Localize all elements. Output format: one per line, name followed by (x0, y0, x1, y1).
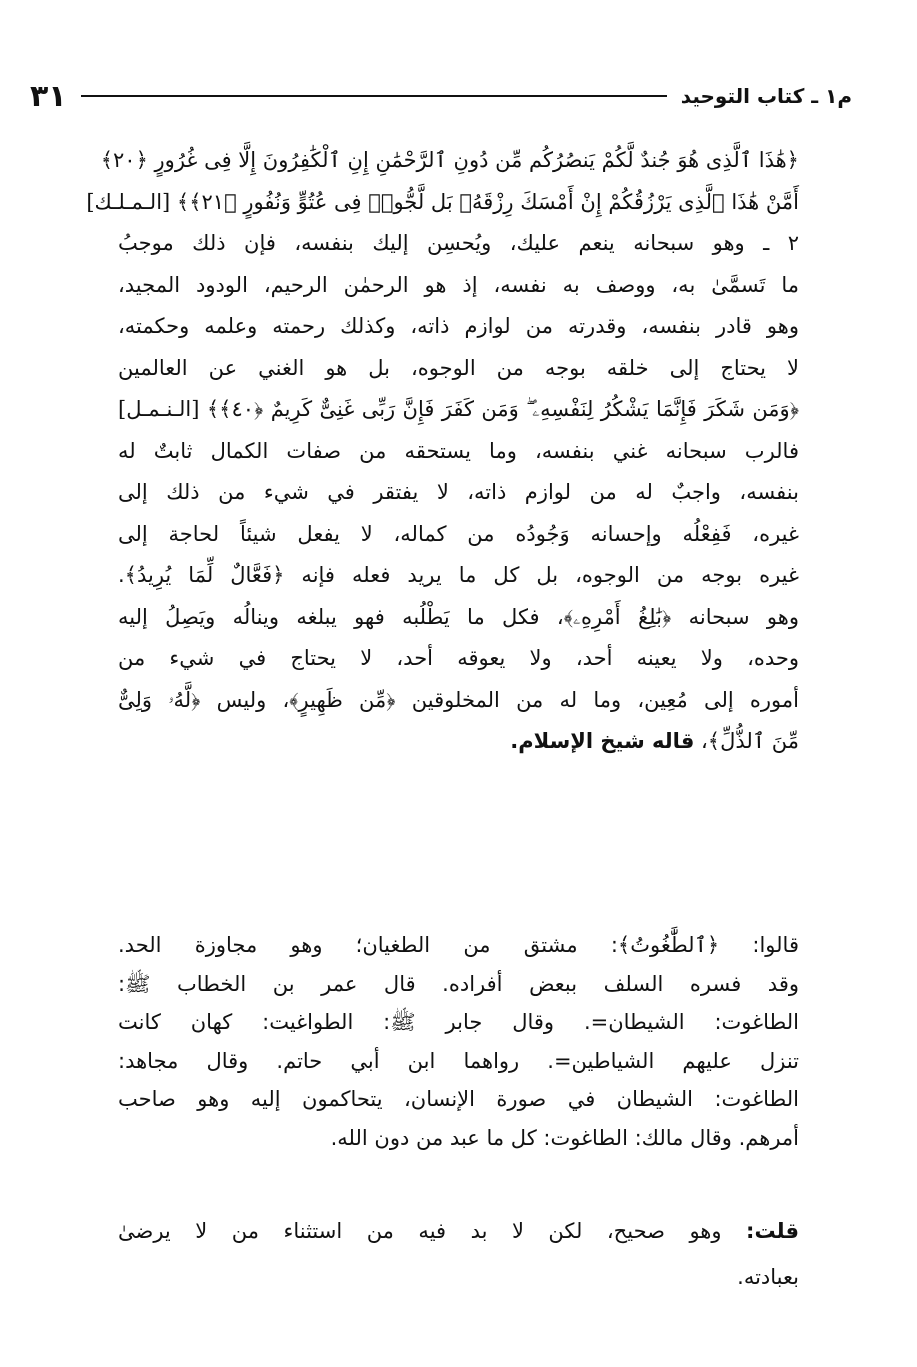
note-line (118, 1208, 799, 1254)
commentary-line: أمرهم. وقال مالك: الطاغوت: كل ما عبد من دون الله. (330, 1125, 799, 1150)
running-title: م١ ـ كتاب التوحيد (680, 84, 852, 108)
text-line: أموره إلى مُعِين، وما له من المخلوقين ﴿مِّن ظَهِيرٍ﴾، وليس ﴿لَّهُۥ وَلِىٌّ (118, 687, 799, 712)
main-text-block (86, 140, 799, 763)
quran-verse-line: ﴿هَٰذَا ٱلَّذِى هُوَ جُندٌ لَّكُمْ يَنصُرُكُم مِّن دُونِ ٱلرَّحْمَٰنِ إِنِ ٱلْكَٰفِرُونَ إِلَّا فِى غُرُورٍ ﴿٢٠﴾ (100, 148, 799, 172)
text-line-last (118, 721, 799, 763)
commentary-line: تنزل عليهم الشياطين=. رواهما ابن أبي حاتم. وقال مجاهد: (118, 1048, 799, 1073)
text-line: غيره بوجه من الوجوه، بل كل ما يريد فعله فإنه ﴿فَعَّالٌ لِّمَا يُرِيدُ﴾. (118, 563, 799, 587)
text-line: لا يحتاج إلى خلقه بوجه من الوجوه، بل هو الغني عن العالمين (118, 355, 799, 380)
text-line: بنفسه، واجبٌ له من لوازم ذاته، لا يفتقر في شيء من ذلك إلى (118, 480, 799, 504)
note-block (118, 1208, 799, 1300)
text-line: ما تَسمَّىٰ به، ووصف به نفسه، إذ هو الرحمٰن الرحيم، الودود المجيد، (118, 272, 799, 297)
quran-verse-line: أَمَّنْ هَٰذَا ٱلَّذِى يَرْزُقُكُمْ إِنْ أَمْسَكَ رِزْقَهُۥ بَل لَّجُّوا۟ فِى عُتُوٍّ وَنُفُورٍ ﴿٢١﴾﴾ [الـمـلـك] (86, 189, 799, 214)
text-line: وهو قادر بنفسه، وقدرته من لوازم ذاته، وكذلك رحمته وعلمه وحكمته، (118, 314, 799, 338)
text-line-fragment: مِّنَ ٱلذُّلِّ﴾، (701, 729, 799, 753)
text-line: غيره، فَفِعْلُه وإحسانه وَجُودُه من كماله، لا يفعل شيئاً لحاجة إلى (118, 521, 799, 546)
note-line: بعبادته. (737, 1265, 799, 1289)
text-line: وحده، ولا يعينه أحد، ولا يعوقه أحد، لا يحتاج في شيء من (118, 646, 799, 670)
text-line: وهو سبحانه ﴿بَٰلِغُ أَمْرِهِۦ﴾، فكل ما يَطْلُبه فهو يبلغه وينالُه ويَصِلُ إليه (118, 604, 799, 629)
commentary-block (118, 926, 799, 1158)
quran-verse-line: ﴿وَمَن شَكَرَ فَإِنَّمَا يَشْكُرُ لِنَفْسِهِۦ ۖ وَمَن كَفَرَ فَإِنَّ رَبِّى غَنِىٌّ كَرِيمٌ ﴿٤٠﴾﴾ [الـنـمـل] (118, 397, 799, 421)
page-number: ٣١ (30, 78, 67, 114)
text-line: فالرب سبحانه غني بنفسه، وما يستحقه من صفات الكمال ثابتٌ له (118, 438, 799, 463)
commentary-line: وقد فسره السلف ببعض أفراده. قال عمر بن الخطاب ﷺ: (118, 971, 799, 996)
commentary-line: الطاغوت: الشيطان في صورة الإنسان، يتحاكمون إليه وهو صاحب (118, 1087, 799, 1112)
note-label: قلت: (746, 1219, 799, 1243)
note-text: وهو صحيح، لكن لا بد فيه من استثناء من لا يرضىٰ (118, 1219, 722, 1243)
commentary-line: الطاغوت: الشيطان=. وقال جابر ﷺ: الطواغيت: كهان كانت (118, 1010, 799, 1035)
page-header (30, 74, 852, 118)
header-rule (81, 95, 667, 97)
text-line: ٢ ـ وهو سبحانه ينعم عليك، ويُحسِن إليك بنفسه، فإن ذلك موجبُ (118, 231, 799, 255)
attribution: قاله شيخ الإسلام. (510, 729, 695, 753)
commentary-line: قالوا: ﴿ٱلطَّٰغُوتُ﴾: مشتق من الطغيان؛ وهو مجاوزة الحد. (118, 933, 799, 957)
